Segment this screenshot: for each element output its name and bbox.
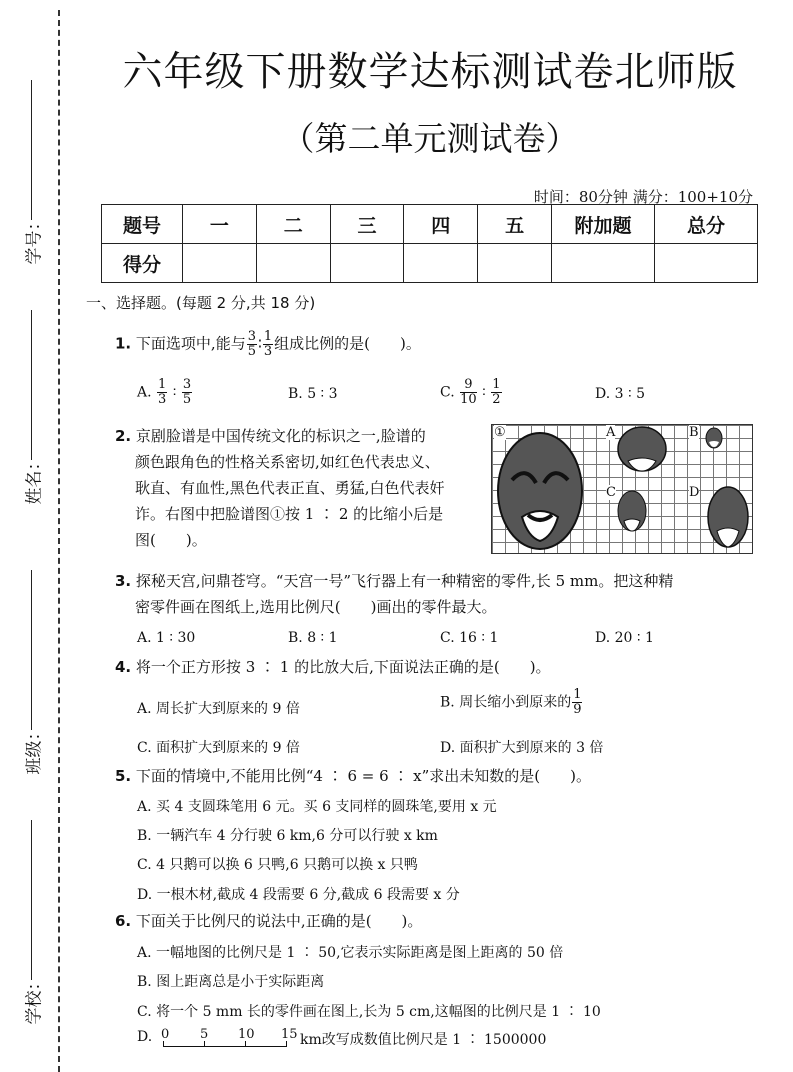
page-title: 六年级下册数学达标测试卷北师版 <box>122 49 738 95</box>
q4-option-b[interactable]: B. 周长缩小到原来的 $\frac{1}{9}$ <box>440 687 582 717</box>
figure-label: B <box>689 425 699 440</box>
score-input-cell[interactable] <box>404 244 478 283</box>
figure-label: D <box>689 485 700 500</box>
q1-option-d[interactable]: D. 3 ∶ 5 <box>595 386 645 402</box>
side-field-name <box>14 310 50 505</box>
score-input-cell[interactable] <box>478 244 552 283</box>
question-2 <box>115 423 485 553</box>
q5-option-d[interactable]: D. 一根木材,截成 4 段需要 6 分,截成 6 段需要 x 分 <box>137 887 460 903</box>
fraction: $\frac{3}{5}$ <box>247 329 256 359</box>
figure-label: A <box>606 425 616 440</box>
score-cell: 四 <box>404 205 478 244</box>
q1-option-c[interactable]: C. $\frac{9}{10}$ ∶ $\frac{1}{2}$ <box>440 377 501 407</box>
side-label-name: 姓名： <box>24 453 45 505</box>
side-label-student-id: 学号： <box>24 213 45 265</box>
question-text: 将一个正方形按 3 ∶ 1 的比放大后,下面说法正确的是( )。 <box>135 658 551 676</box>
score-table <box>101 204 758 283</box>
q4-option-a[interactable]: A. 周长扩大到原来的 9 倍 <box>137 701 300 717</box>
score-cell: 一 <box>183 205 257 244</box>
opera-mask-grid-figure <box>491 424 753 554</box>
q3-option-a[interactable]: A. 1 ∶ 30 <box>137 630 196 646</box>
question-text: 颜色跟角色的性格关系密切,如红色代表忠义、 <box>135 453 440 471</box>
question-number: 2. <box>115 427 132 445</box>
mask-d <box>708 487 748 547</box>
score-input-cell[interactable] <box>330 244 404 283</box>
q6-option-d-label[interactable]: D. <box>137 1029 153 1045</box>
line-scale-bar <box>163 1040 287 1047</box>
scale-tick-label: 15 <box>281 1027 298 1042</box>
side-field-student-id <box>14 80 50 265</box>
question-text: 密零件画在图纸上,选用比例尺( )画出的零件最大。 <box>135 598 497 616</box>
score-input-cell[interactable] <box>183 244 257 283</box>
figure-label: C <box>606 485 616 500</box>
mask-1-large <box>498 433 582 549</box>
fraction: $\frac{1}{3}$ <box>263 329 273 359</box>
question-4 <box>115 654 551 680</box>
mask-b <box>706 428 722 448</box>
time-info: 时间：80分钟 满分：100+10分 <box>533 188 753 206</box>
question-3 <box>115 568 755 620</box>
question-text: 组成比例的是( )。 <box>274 334 421 353</box>
q1-option-a[interactable]: A. $\frac{1}{3}$ ∶ $\frac{3}{5}$ <box>137 377 192 407</box>
q5-option-b[interactable]: B. 一辆汽车 4 分行驶 6 km,6 分可以行驶 x km <box>137 828 438 844</box>
score-cell: 题号 <box>102 205 183 244</box>
score-table-score-row <box>102 244 758 283</box>
score-input-cell[interactable] <box>552 244 655 283</box>
question-text: 图( )。 <box>135 531 207 549</box>
score-table-header-row <box>102 205 758 244</box>
score-input-cell[interactable] <box>256 244 330 283</box>
scale-tick-label: 10 <box>238 1027 255 1042</box>
question-number: 3. <box>115 572 132 590</box>
score-cell: 附加题 <box>552 205 655 244</box>
side-field-school <box>14 820 50 1025</box>
mask-a <box>618 427 666 471</box>
q3-option-d[interactable]: D. 20 ∶ 1 <box>595 630 654 646</box>
side-label-school: 学校： <box>24 973 45 1025</box>
q5-option-c[interactable]: C. 4 只鹅可以换 6 只鸭,6 只鹅可以换 x 只鸭 <box>137 857 418 873</box>
q4-option-d[interactable]: D. 面积扩大到原来的 3 倍 <box>440 740 604 756</box>
question-text: 下面选项中,能与 <box>135 334 246 353</box>
mask-c <box>618 491 646 531</box>
question-text: 诈。右图中把脸谱图①按 1 ∶ 2 的比缩小后是 <box>135 505 444 523</box>
section-heading: 一、选择题。(每题 2 分,共 18 分) <box>86 294 316 312</box>
question-number: 1. <box>115 334 132 353</box>
question-text: 下面关于比例尺的说法中,正确的是( )。 <box>135 912 423 930</box>
q6-option-b[interactable]: B. 图上距离总是小于实际距离 <box>137 974 325 990</box>
scale-tick-label: 5 <box>200 1027 209 1042</box>
q6-option-c[interactable]: C. 将一个 5 mm 长的零件画在图上,长为 5 cm,这幅图的比例尺是 1 ∶ 10 <box>137 1004 601 1020</box>
question-number: 6. <box>115 912 132 930</box>
score-input-cell[interactable] <box>655 244 758 283</box>
question-5 <box>115 763 591 789</box>
question-text: 耿直、有血性,黑色代表正直、勇猛,白色代表奸 <box>135 479 445 497</box>
figure-label: ① <box>494 425 506 440</box>
question-number: 5. <box>115 767 132 785</box>
q6-option-d-text: km改写成数值比例尺是 1 ∶ 1500000 <box>300 1032 547 1048</box>
question-text: 探秘天宫,问鼎苍穹。“天宫一号”飞行器上有一种精密的零件,长 5 mm。把这种精 <box>135 572 674 590</box>
score-cell: 三 <box>330 205 404 244</box>
score-cell: 得分 <box>102 244 183 283</box>
question-1: 1. 下面选项中,能与 $\frac{3}{5}$ ∶ $\frac{1}{3}$ 组成比例的是( )。 <box>115 329 421 359</box>
score-cell: 总分 <box>655 205 758 244</box>
q6-option-a[interactable]: A. 一幅地图的比例尺是 1 ∶ 50,它表示实际距离是图上距离的 50 倍 <box>137 945 564 961</box>
q1-option-b[interactable]: B. 5 ∶ 3 <box>288 386 338 402</box>
scale-tick-label: 0 <box>161 1027 170 1042</box>
side-field-class <box>14 570 50 775</box>
binding-dashed-line <box>58 10 60 1072</box>
q4-option-c[interactable]: C. 面积扩大到原来的 9 倍 <box>137 740 300 756</box>
page-subtitle: （第二单元测试卷） <box>281 119 579 158</box>
opera-mask-illustration <box>492 425 752 553</box>
question-text: 下面的情境中,不能用比例“4 ∶ 6 = 6 ∶ x”求出未知数的是( )。 <box>135 767 591 785</box>
score-cell: 二 <box>256 205 330 244</box>
q3-option-c[interactable]: C. 16 ∶ 1 <box>440 630 499 646</box>
question-6 <box>115 908 422 934</box>
question-number: 4. <box>115 658 132 676</box>
score-cell: 五 <box>478 205 552 244</box>
question-text: 京剧脸谱是中国传统文化的标识之一,脸谱的 <box>135 427 426 445</box>
q3-option-b[interactable]: B. 8 ∶ 1 <box>288 630 338 646</box>
side-label-class: 班级： <box>24 723 45 775</box>
q5-option-a[interactable]: A. 买 4 支圆珠笔用 6 元。买 6 支同样的圆珠笔,要用 x 元 <box>137 799 497 815</box>
